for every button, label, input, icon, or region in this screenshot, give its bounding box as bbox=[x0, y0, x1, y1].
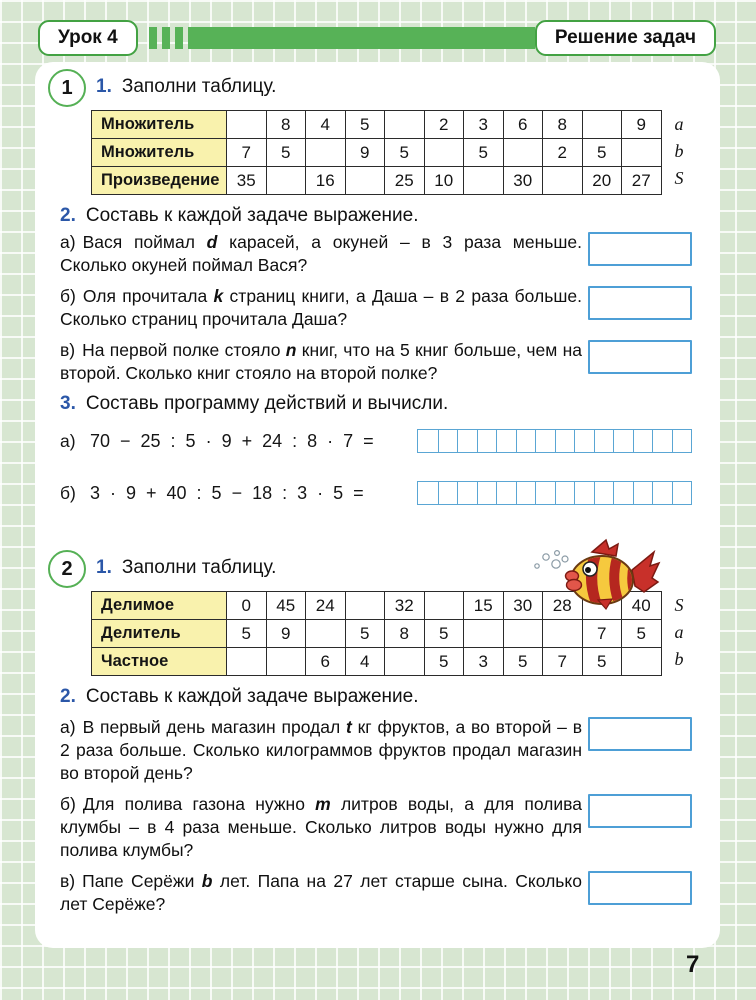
table-side-labels bbox=[675, 110, 684, 195]
answer-cell[interactable] bbox=[535, 482, 555, 504]
problem-text bbox=[60, 716, 582, 785]
fish-body bbox=[571, 556, 633, 604]
problem-text bbox=[60, 793, 582, 862]
table-cell[interactable] bbox=[424, 592, 464, 619]
problem-2b bbox=[60, 793, 692, 862]
table-row bbox=[92, 647, 661, 675]
table-cell[interactable]: 5 bbox=[621, 620, 661, 647]
answer-cell[interactable] bbox=[652, 482, 672, 504]
answer-cell[interactable] bbox=[594, 430, 614, 452]
problem-2v bbox=[60, 870, 692, 916]
table-cell[interactable] bbox=[582, 111, 622, 138]
table-cell[interactable]: 15 bbox=[463, 592, 503, 619]
table-row bbox=[92, 111, 661, 138]
answer-cell[interactable] bbox=[672, 430, 692, 452]
task-text: Составь к каждой задаче выражение. bbox=[85, 686, 419, 707]
table-side-labels bbox=[675, 591, 684, 676]
table-cell[interactable]: 5 bbox=[384, 139, 424, 166]
problem-label: а) bbox=[60, 232, 76, 252]
table-cell[interactable]: 25 bbox=[384, 167, 424, 194]
answer-box[interactable] bbox=[588, 340, 692, 374]
table-cell[interactable]: 5 bbox=[266, 139, 306, 166]
table-cell[interactable]: 9 bbox=[266, 620, 306, 647]
fish-illustration bbox=[532, 536, 662, 610]
answer-cell[interactable] bbox=[457, 482, 477, 504]
answer-cell[interactable] bbox=[418, 430, 438, 452]
table-cell[interactable]: 3 bbox=[463, 111, 503, 138]
problem-label: б) bbox=[60, 286, 76, 306]
table-cell[interactable]: 2 bbox=[424, 111, 464, 138]
table-cell[interactable]: 5 bbox=[424, 648, 464, 675]
table-grid bbox=[91, 110, 662, 195]
problem-label: а) bbox=[60, 717, 76, 737]
side-label: b bbox=[674, 141, 684, 161]
problem-post: лет. Папа на 27 лет старше сына. Сколько лет Серёже? bbox=[60, 871, 583, 914]
answer-cell[interactable] bbox=[438, 482, 458, 504]
expression-formula: 70 − 25 : 5 · 9 + 24 : 8 · 7 = bbox=[90, 430, 374, 451]
answer-cells-strip[interactable] bbox=[417, 481, 692, 505]
table-cell[interactable]: 5 bbox=[463, 139, 503, 166]
table-cell[interactable] bbox=[345, 592, 385, 619]
section2-badge: 2 bbox=[48, 550, 86, 588]
answer-cell[interactable] bbox=[477, 482, 497, 504]
table-cell[interactable]: 5 bbox=[226, 620, 266, 647]
table-cell[interactable]: 4 bbox=[345, 648, 385, 675]
answer-cell[interactable] bbox=[457, 430, 477, 452]
problem-variable: b bbox=[201, 871, 213, 891]
table-cell[interactable]: 5 bbox=[503, 648, 543, 675]
expression-b bbox=[60, 481, 692, 505]
answer-box[interactable] bbox=[588, 232, 692, 266]
answer-cell[interactable] bbox=[633, 482, 653, 504]
answer-cell[interactable] bbox=[652, 430, 672, 452]
table-cell[interactable]: 45 bbox=[266, 592, 306, 619]
table-cell[interactable]: 8 bbox=[266, 111, 306, 138]
side-label: a bbox=[674, 622, 684, 642]
problem-variable: d bbox=[206, 232, 218, 252]
expression-label: а) bbox=[60, 430, 76, 451]
expression-formula: 3 · 9 + 40 : 5 − 18 : 3 · 5 = bbox=[90, 482, 364, 503]
answer-box[interactable] bbox=[588, 871, 692, 905]
section1-task3 bbox=[60, 393, 692, 417]
problem-variable: k bbox=[213, 286, 224, 306]
table-cell[interactable]: 16 bbox=[305, 167, 345, 194]
row-header: Делитель bbox=[92, 620, 226, 647]
answer-cell[interactable] bbox=[555, 482, 575, 504]
answer-cell[interactable] bbox=[574, 482, 594, 504]
row-header: Произведение bbox=[92, 167, 226, 194]
problem-text bbox=[60, 231, 582, 277]
table-cell[interactable]: 5 bbox=[424, 620, 464, 647]
table-cell[interactable]: 28 bbox=[542, 592, 582, 619]
problem-1a bbox=[60, 231, 692, 277]
problem-variable: m bbox=[315, 794, 331, 814]
table-cell[interactable]: 7 bbox=[226, 139, 266, 166]
table-cell[interactable]: 8 bbox=[384, 620, 424, 647]
table-cell[interactable] bbox=[384, 111, 424, 138]
table-cell[interactable] bbox=[266, 648, 306, 675]
section2-task2 bbox=[60, 686, 692, 710]
problem-pre: На первой полке стояло bbox=[82, 340, 286, 360]
answer-cell[interactable] bbox=[613, 482, 633, 504]
problem-variable: t bbox=[346, 717, 352, 737]
table-cell[interactable]: 5 bbox=[582, 139, 622, 166]
table-cell[interactable] bbox=[266, 167, 306, 194]
problem-text bbox=[60, 870, 582, 916]
task-number: 2. bbox=[60, 205, 76, 226]
table-cell[interactable]: 9 bbox=[345, 139, 385, 166]
table-cell[interactable]: 7 bbox=[582, 620, 622, 647]
row-header: Множитель bbox=[92, 111, 226, 138]
table-cell[interactable] bbox=[503, 139, 543, 166]
task-number: 2. bbox=[60, 686, 76, 707]
table-cell[interactable] bbox=[226, 111, 266, 138]
section1-task1 bbox=[96, 76, 276, 100]
table-cell[interactable]: 2 bbox=[542, 139, 582, 166]
answer-cell[interactable] bbox=[633, 430, 653, 452]
task-text: Составь программу действий и вычисли. bbox=[85, 393, 449, 414]
answer-cell[interactable] bbox=[574, 430, 594, 452]
answer-cell[interactable] bbox=[477, 430, 497, 452]
table-cell[interactable]: 20 bbox=[582, 167, 622, 194]
answer-cell[interactable] bbox=[496, 430, 516, 452]
task-number: 1. bbox=[96, 76, 112, 97]
problem-post: литров воды, а для полива клумбы – в 4 раза меньше. Сколько литров воды нужно для полива клумбы? bbox=[60, 794, 582, 860]
answer-cell[interactable] bbox=[672, 482, 692, 504]
problem-pre: Вася поймал bbox=[82, 232, 207, 252]
side-label: a bbox=[674, 114, 684, 134]
answer-box[interactable] bbox=[588, 286, 692, 320]
table-cell[interactable]: 35 bbox=[226, 167, 266, 194]
problem-post: карасей, а окуней – в 3 раза меньше. Сколько окуней поймал Вася? bbox=[60, 232, 582, 275]
problem-1v bbox=[60, 339, 692, 385]
table-row bbox=[92, 138, 661, 166]
task-number: 3. bbox=[60, 393, 76, 414]
problem-post: книг, что на 5 книг больше, чем на второй. Сколько книг стояло на второй полке? bbox=[60, 340, 582, 383]
problem-label: б) bbox=[60, 794, 76, 814]
answer-cell[interactable] bbox=[438, 430, 458, 452]
table-cell[interactable] bbox=[226, 648, 266, 675]
answer-cell[interactable] bbox=[516, 430, 536, 452]
expression-label: б) bbox=[60, 482, 76, 503]
side-label: S bbox=[674, 595, 684, 615]
answer-cell[interactable] bbox=[418, 482, 438, 504]
table-cell[interactable]: 9 bbox=[621, 111, 661, 138]
problem-post: страниц книги, а Даша – в 2 раза больше. Сколько страниц прочитала Даша? bbox=[60, 286, 582, 329]
table-cell[interactable] bbox=[503, 620, 543, 647]
problem-pre: Для полива газона нужно bbox=[82, 794, 316, 814]
answer-cell[interactable] bbox=[594, 482, 614, 504]
table-cell[interactable] bbox=[424, 139, 464, 166]
table-cell[interactable] bbox=[542, 620, 582, 647]
problem-text bbox=[60, 339, 582, 385]
table-cell[interactable]: 5 bbox=[582, 648, 622, 675]
answer-cell[interactable] bbox=[516, 482, 536, 504]
problem-pre: В первый день магазин продал bbox=[82, 717, 347, 737]
table-cell[interactable]: 5 bbox=[345, 620, 385, 647]
table-cell[interactable] bbox=[384, 648, 424, 675]
problem-label: в) bbox=[60, 871, 76, 891]
row-header: Множитель bbox=[92, 139, 226, 166]
answer-box[interactable] bbox=[588, 794, 692, 828]
row-header: Частное bbox=[92, 648, 226, 675]
table-cell[interactable] bbox=[305, 139, 345, 166]
bar-segment bbox=[149, 27, 157, 49]
bar-segment bbox=[162, 27, 170, 49]
table-cell[interactable] bbox=[463, 620, 503, 647]
table-cell[interactable] bbox=[621, 139, 661, 166]
task-number: 1. bbox=[96, 557, 112, 578]
section1-headline bbox=[48, 72, 692, 104]
table-row bbox=[92, 166, 661, 194]
table-cell[interactable] bbox=[621, 648, 661, 675]
problem-pre: Оля прочитала bbox=[82, 286, 214, 306]
bar-segment bbox=[175, 27, 183, 49]
multiplication-table bbox=[91, 110, 692, 195]
lesson-pill: Урок 4 bbox=[38, 20, 138, 56]
problem-post: кг фруктов, а во второй – в 2 раза больше. Сколько килограммов фруктов продал магазин во второй день? bbox=[60, 717, 582, 783]
side-label: S bbox=[674, 168, 684, 188]
answer-cell[interactable] bbox=[535, 430, 555, 452]
table-cell[interactable]: 40 bbox=[621, 592, 661, 619]
row-header: Делимое bbox=[92, 592, 226, 619]
table-cell[interactable]: 6 bbox=[305, 648, 345, 675]
task-text: Заполни таблицу. bbox=[121, 557, 277, 578]
fish-tail bbox=[632, 552, 659, 592]
problem-2a bbox=[60, 716, 692, 785]
problem-pre: Папе Серёжи bbox=[82, 871, 202, 891]
problem-1b bbox=[60, 285, 692, 331]
section2-task1 bbox=[96, 557, 276, 581]
section1-badge: 1 bbox=[48, 69, 86, 107]
table-cell[interactable]: 30 bbox=[503, 167, 543, 194]
table-cell[interactable]: 24 bbox=[305, 592, 345, 619]
topic-pill: Решение задач bbox=[535, 20, 716, 56]
side-label: b bbox=[674, 649, 684, 669]
answer-cell[interactable] bbox=[613, 430, 633, 452]
table-cell[interactable]: 32 bbox=[384, 592, 424, 619]
expression-a bbox=[60, 429, 692, 453]
problem-variable: n bbox=[285, 340, 297, 360]
table-cell[interactable]: 6 bbox=[503, 111, 543, 138]
table-cell[interactable]: 5 bbox=[345, 111, 385, 138]
answer-cell[interactable] bbox=[496, 482, 516, 504]
table-cell[interactable]: 0 bbox=[226, 592, 266, 619]
answer-box[interactable] bbox=[588, 717, 692, 751]
worksheet-card bbox=[35, 62, 720, 948]
header-bar-segments bbox=[149, 27, 188, 49]
fish-dorsal-fin bbox=[592, 540, 618, 556]
header-green-bar bbox=[188, 27, 535, 49]
page-header bbox=[38, 18, 716, 58]
section1-task2 bbox=[60, 205, 692, 229]
table-cell[interactable]: 3 bbox=[463, 648, 503, 675]
table-cell[interactable]: 4 bbox=[305, 111, 345, 138]
table-cell[interactable] bbox=[463, 167, 503, 194]
table-cell[interactable]: 27 bbox=[621, 167, 661, 194]
problem-text bbox=[60, 285, 582, 331]
table-cell[interactable]: 8 bbox=[542, 111, 582, 138]
table-cell[interactable] bbox=[542, 167, 582, 194]
table-cell[interactable]: 10 bbox=[424, 167, 464, 194]
answer-cell[interactable] bbox=[555, 430, 575, 452]
table-cell[interactable] bbox=[305, 620, 345, 647]
page-number: 7 bbox=[686, 951, 700, 978]
table-row bbox=[92, 619, 661, 647]
table-cell[interactable] bbox=[345, 167, 385, 194]
table-cell[interactable]: 30 bbox=[503, 592, 543, 619]
task-text: Заполни таблицу. bbox=[121, 76, 277, 97]
fish-lip-bottom bbox=[567, 580, 582, 591]
problem-label: в) bbox=[60, 340, 76, 360]
answer-cells-strip[interactable] bbox=[417, 429, 692, 453]
task-text: Составь к каждой задаче выражение. bbox=[85, 205, 419, 226]
table-cell[interactable]: 7 bbox=[542, 648, 582, 675]
